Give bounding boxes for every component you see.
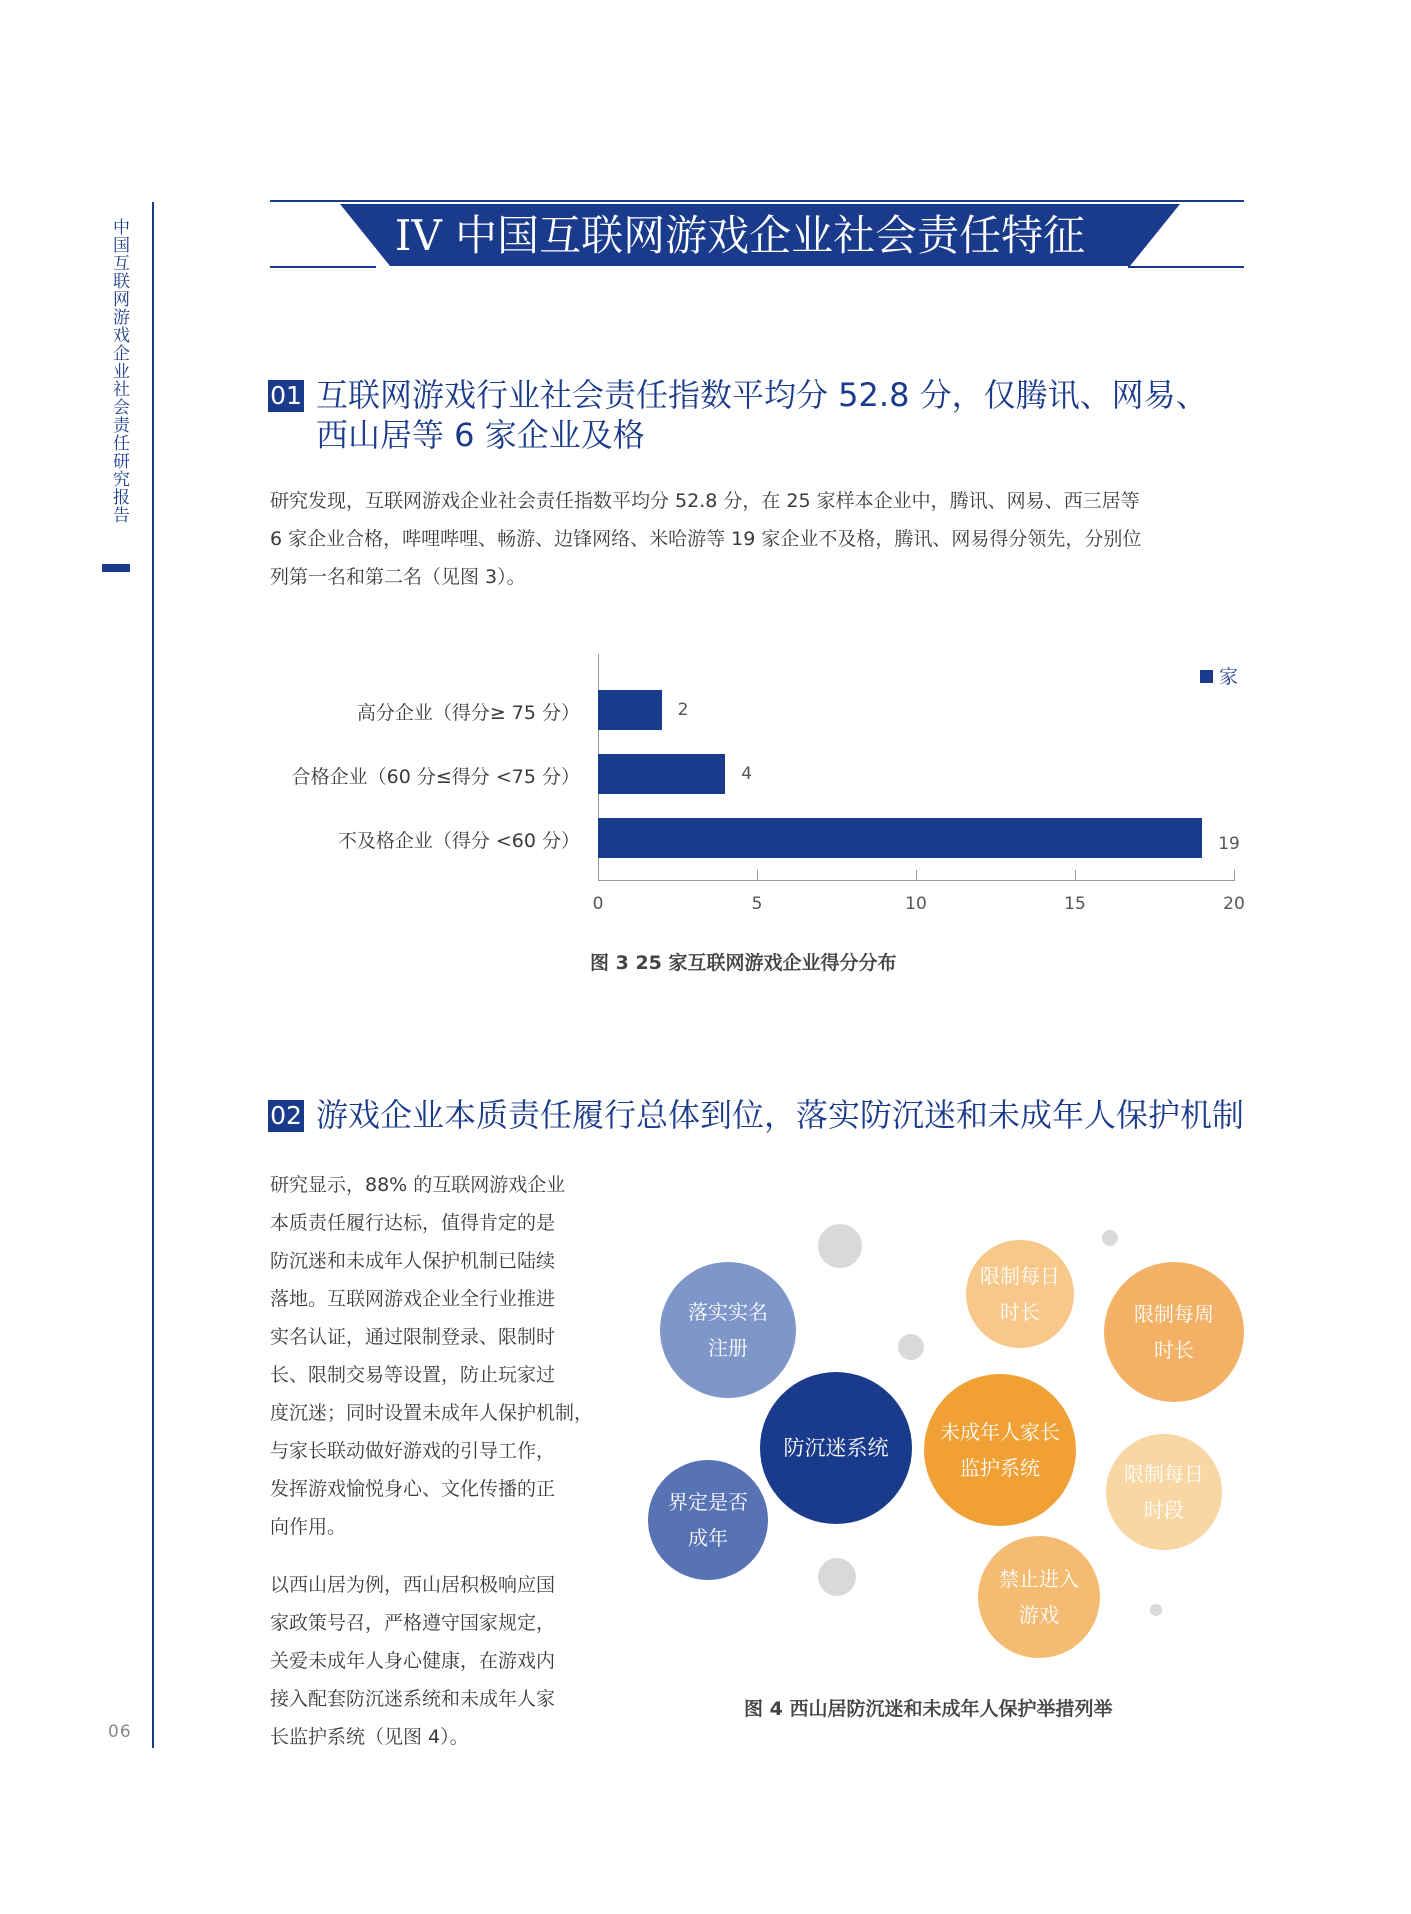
x-tick-mark [598, 870, 599, 880]
x-tick-mark [1234, 870, 1235, 880]
x-tick-label: 15 [1064, 894, 1086, 914]
bubble-parent-guardian-system [924, 1374, 1076, 1526]
figure-3-caption: 图 3 25 家互联网游戏企业得分分布 [590, 952, 897, 974]
bar [598, 754, 725, 794]
x-tick-mark [916, 870, 917, 880]
bubble-line: 监护系统 [960, 1456, 1040, 1480]
x-tick-label: 10 [905, 894, 927, 914]
section-1-heading-line2: 西山居等 6 家企业及格 [316, 416, 645, 454]
section-1-paragraph [270, 482, 1250, 596]
paragraph-line: 接入配套防沉迷系统和未成年人家 [270, 1688, 556, 1710]
section-1-number: 01 [268, 380, 304, 412]
bubble-line: 限制每日 [980, 1264, 1060, 1288]
paragraph-line: 长监护系统（见图 4）。 [270, 1726, 469, 1748]
paragraph-line: 研究显示，88% 的互联网游戏企业 [270, 1174, 566, 1196]
bubble-line: 落实实名 [688, 1300, 768, 1324]
banner-top-rule [270, 200, 1244, 202]
bar-value-label: 2 [677, 700, 689, 720]
bubble-line: 注册 [708, 1336, 748, 1360]
paragraph-line: 列第一名和第二名（见图 3）。 [270, 566, 526, 588]
decorative-dot [898, 1334, 924, 1360]
bubble-line: 禁止进入 [999, 1567, 1079, 1591]
chart-legend [1200, 662, 1238, 689]
paragraph-line: 防沉迷和未成年人保护机制已陆续 [270, 1250, 556, 1272]
bubble-line: 防沉迷系统 [783, 1436, 889, 1460]
bar-value-label: 4 [741, 764, 753, 784]
decorative-dot [818, 1224, 862, 1268]
bar [598, 690, 662, 730]
category-label: 不及格企业（得分 <60 分） [337, 830, 580, 852]
paragraph-line: 向作用。 [270, 1516, 347, 1538]
paragraph-line: 研究发现，互联网游戏企业社会责任指数平均分 52.8 分，在 25 家样本企业中，腾讯、网易、西三居等 [270, 490, 1140, 512]
legend-swatch-icon [1200, 670, 1213, 683]
bubble-line: 时段 [1144, 1498, 1184, 1522]
paragraph-line: 实名认证，通过限制登录、限制时 [270, 1326, 556, 1348]
figure-4-caption: 图 4 西山居防沉迷和未成年人保护举措列举 [744, 1698, 1113, 1720]
paragraph-line: 关爱未成年人身心健康，在游戏内 [270, 1650, 556, 1672]
bubble-no-game-entry [978, 1536, 1100, 1658]
x-tick-label: 20 [1223, 894, 1245, 914]
category-label: 高分企业（得分≥ 75 分） [356, 702, 580, 724]
page-number: 06 [108, 1722, 132, 1742]
bubble-real-name-registration [660, 1262, 796, 1398]
bubble-line: 时长 [1000, 1300, 1040, 1324]
section-2-paragraph-1 [270, 1166, 630, 1546]
bubble-daily-duration-limit [966, 1240, 1074, 1348]
decorative-dot [1150, 1604, 1162, 1616]
sidebar-report-title: 中国互联网游戏企业社会责任研究报告 [109, 218, 129, 524]
x-tick-label: 5 [751, 894, 763, 914]
bubble-weekly-duration-limit [1104, 1262, 1244, 1402]
sidebar-divider-line [152, 202, 154, 1748]
paragraph-line: 发挥游戏愉悦身心、文化传播的正 [270, 1478, 556, 1500]
paragraph-line: 落地。互联网游戏企业全行业推进 [270, 1288, 556, 1310]
bubble-daily-time-slot-limit [1106, 1434, 1222, 1550]
section-2-number: 02 [268, 1100, 304, 1132]
decorative-dot [1102, 1230, 1118, 1246]
bubble-line: 时长 [1154, 1338, 1194, 1362]
section-2-paragraph-2 [270, 1566, 630, 1756]
sidebar-accent-bar [102, 564, 130, 572]
x-tick-label: 0 [592, 894, 604, 914]
paragraph-line: 家政策号召，严格遵守国家规定， [270, 1612, 556, 1634]
score-distribution-chart [270, 650, 1250, 980]
section-1-heading-line1: 互联网游戏行业社会责任指数平均分 52.8 分，仅腾讯、网易、 [316, 376, 1208, 414]
bubble-line: 限制每日 [1124, 1462, 1204, 1486]
paragraph-line: 与家长联动做好游戏的引导工作， [270, 1440, 556, 1462]
x-axis-line [598, 880, 1235, 881]
section-2-heading: 游戏企业本质责任履行总体到位，落实防沉迷和未成年人保护机制 [316, 1096, 1245, 1134]
x-tick-mark [757, 870, 758, 880]
bubble-age-verification [648, 1460, 768, 1580]
bubble-line: 限制每周 [1134, 1302, 1214, 1326]
bubble-anti-addiction-system [760, 1372, 912, 1524]
x-tick-mark [1075, 870, 1076, 880]
paragraph-line: 长、限制交易等设置，防止玩家过 [270, 1364, 556, 1386]
paragraph-line: 度沉迷；同时设置未成年人保护机制， [270, 1402, 594, 1424]
bar [598, 818, 1202, 858]
legend-label: 家 [1219, 666, 1239, 688]
paragraph-line: 本质责任履行达标，值得肯定的是 [270, 1212, 556, 1234]
chapter-title: IV 中国互联网游戏企业社会责任特征 [394, 211, 1086, 260]
bar-value-label: 19 [1218, 834, 1240, 854]
bubble-line: 成年 [688, 1526, 728, 1550]
bubble-line: 未成年人家长 [940, 1420, 1060, 1444]
decorative-dot [818, 1558, 856, 1596]
paragraph-line: 6 家企业合格，哔哩哔哩、畅游、边锋网络、米哈游等 19 家企业不及格，腾讯、网易得分领先，分别位 [270, 528, 1142, 550]
bubble-line: 游戏 [1019, 1603, 1059, 1627]
category-label: 合格企业（60 分≤得分 <75 分） [291, 766, 580, 788]
bubble-line: 界定是否 [668, 1490, 748, 1514]
paragraph-line: 以西山居为例，西山居积极响应国 [270, 1574, 556, 1596]
